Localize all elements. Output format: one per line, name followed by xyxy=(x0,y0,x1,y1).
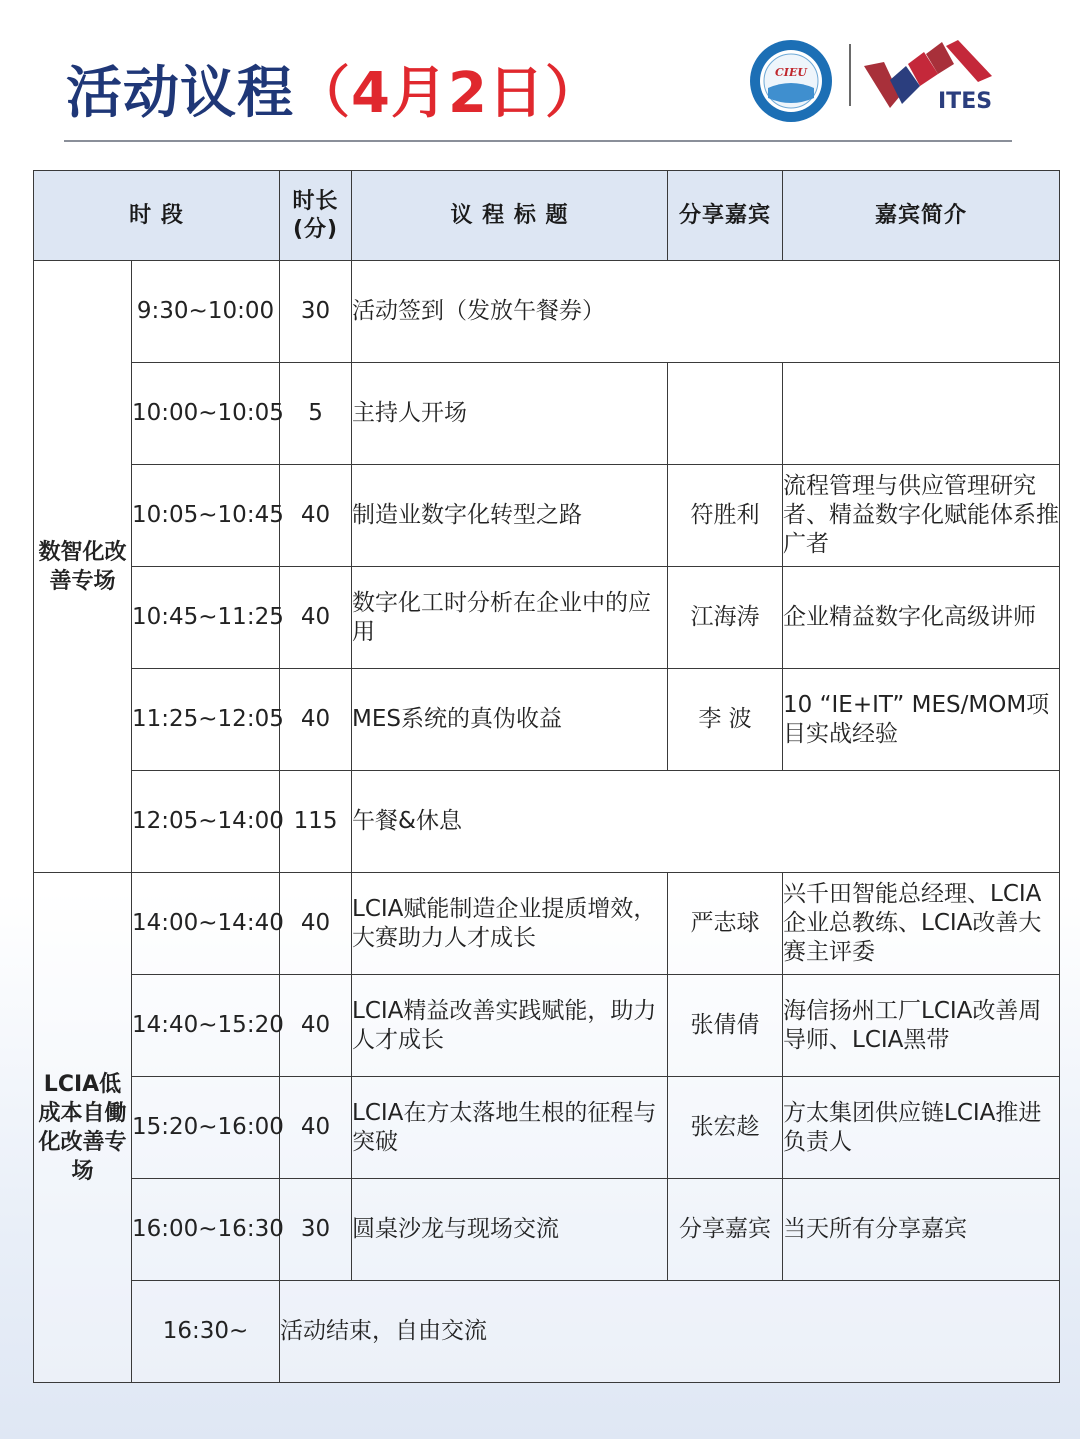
row-topic: 活动签到（发放午餐券） xyxy=(352,261,1060,363)
table-row xyxy=(34,669,1060,771)
row-intro: 企业精益数字化高级讲师 xyxy=(783,567,1060,669)
table-row xyxy=(34,567,1060,669)
row-topic: 午餐&休息 xyxy=(352,771,1060,873)
row-intro xyxy=(783,363,1060,465)
row-topic: 数字化工时分析在企业中的应用 xyxy=(352,567,668,669)
ites-logo xyxy=(860,38,1002,118)
row-topic: 主持人开场 xyxy=(352,363,668,465)
row-speaker: 严志球 xyxy=(668,873,783,975)
row-speaker: 分享嘉宾 xyxy=(668,1179,783,1281)
row-time: 15:20~16:00 xyxy=(132,1077,280,1179)
row-intro: 10 “IE+IT” MES/MOM项目实战经验 xyxy=(783,669,1060,771)
row-intro: 兴千田智能总经理、LCIA企业总教练、LCIA改善大赛主评委 xyxy=(783,873,1060,975)
header-duration: 时长 (分) xyxy=(280,171,352,261)
row-duration: 115 xyxy=(280,771,352,873)
row-duration: 30 xyxy=(280,261,352,363)
row-time: 14:00~14:40 xyxy=(132,873,280,975)
section-label-digital: 数智化改 善专场 xyxy=(34,261,132,873)
cieu-logo-text: CIEU xyxy=(775,66,807,79)
row-time: 14:40~15:20 xyxy=(132,975,280,1077)
row-speaker: 张倩倩 xyxy=(668,975,783,1077)
section-label-lcia: LCIA低 成本自働 化改善专 场 xyxy=(34,873,132,1383)
row-speaker xyxy=(668,363,783,465)
page-header xyxy=(0,0,1080,145)
row-topic: 圆桌沙龙与现场交流 xyxy=(352,1179,668,1281)
table-row xyxy=(34,1077,1060,1179)
row-topic: LCIA在方太落地生根的征程与突破 xyxy=(352,1077,668,1179)
header-intro: 嘉宾简介 xyxy=(783,171,1060,261)
row-speaker: 符胜利 xyxy=(668,465,783,567)
row-topic: 制造业数字化转型之路 xyxy=(352,465,668,567)
row-topic: MES系统的真伪收益 xyxy=(352,669,668,771)
header-divider xyxy=(64,140,1012,142)
table-row xyxy=(34,1179,1060,1281)
row-time: 11:25~12:05 xyxy=(132,669,280,771)
logo-divider xyxy=(849,44,851,106)
agenda-table xyxy=(33,170,1060,1383)
page-title xyxy=(66,58,602,130)
row-speaker: 张宏趁 xyxy=(668,1077,783,1179)
row-time: 16:30~ xyxy=(132,1281,280,1383)
row-duration: 40 xyxy=(280,567,352,669)
table-row xyxy=(34,1281,1060,1383)
row-duration: 40 xyxy=(280,465,352,567)
row-duration: 30 xyxy=(280,1179,352,1281)
row-speaker: 李 波 xyxy=(668,669,783,771)
row-time: 10:05~10:45 xyxy=(132,465,280,567)
table-row xyxy=(34,363,1060,465)
ites-logo-text: ITES xyxy=(938,89,993,114)
row-intro: 方太集团供应链LCIA推进负责人 xyxy=(783,1077,1060,1179)
title-main: 活动议程 xyxy=(66,61,294,126)
title-date: （4月2日） xyxy=(294,61,602,126)
table-row xyxy=(34,771,1060,873)
row-topic: LCIA精益改善实践赋能，助力人才成长 xyxy=(352,975,668,1077)
table-row xyxy=(34,261,1060,363)
row-intro: 流程管理与供应管理研究者、精益数字化赋能体系推广者 xyxy=(783,465,1060,567)
table-row xyxy=(34,975,1060,1077)
cieu-logo xyxy=(748,38,834,124)
row-topic: 活动结束，自由交流 xyxy=(280,1281,1060,1383)
table-header-row xyxy=(34,171,1060,261)
row-duration: 5 xyxy=(280,363,352,465)
table-row xyxy=(34,873,1060,975)
row-intro: 当天所有分享嘉宾 xyxy=(783,1179,1060,1281)
header-speaker: 分享嘉宾 xyxy=(668,171,783,261)
row-time: 16:00~16:30 xyxy=(132,1179,280,1281)
row-duration: 40 xyxy=(280,873,352,975)
header-period: 时 段 xyxy=(34,171,280,261)
row-time: 10:45~11:25 xyxy=(132,567,280,669)
row-duration: 40 xyxy=(280,1077,352,1179)
row-time: 12:05~14:00 xyxy=(132,771,280,873)
row-duration: 40 xyxy=(280,669,352,771)
row-topic: LCIA赋能制造企业提质增效，大赛助力人才成长 xyxy=(352,873,668,975)
row-speaker: 江海涛 xyxy=(668,567,783,669)
row-intro: 海信扬州工厂LCIA改善周导师、LCIA黑带 xyxy=(783,975,1060,1077)
row-time: 10:00~10:05 xyxy=(132,363,280,465)
header-topic: 议 程 标 题 xyxy=(352,171,668,261)
row-time: 9:30~10:00 xyxy=(132,261,280,363)
row-duration: 40 xyxy=(280,975,352,1077)
table-row xyxy=(34,465,1060,567)
